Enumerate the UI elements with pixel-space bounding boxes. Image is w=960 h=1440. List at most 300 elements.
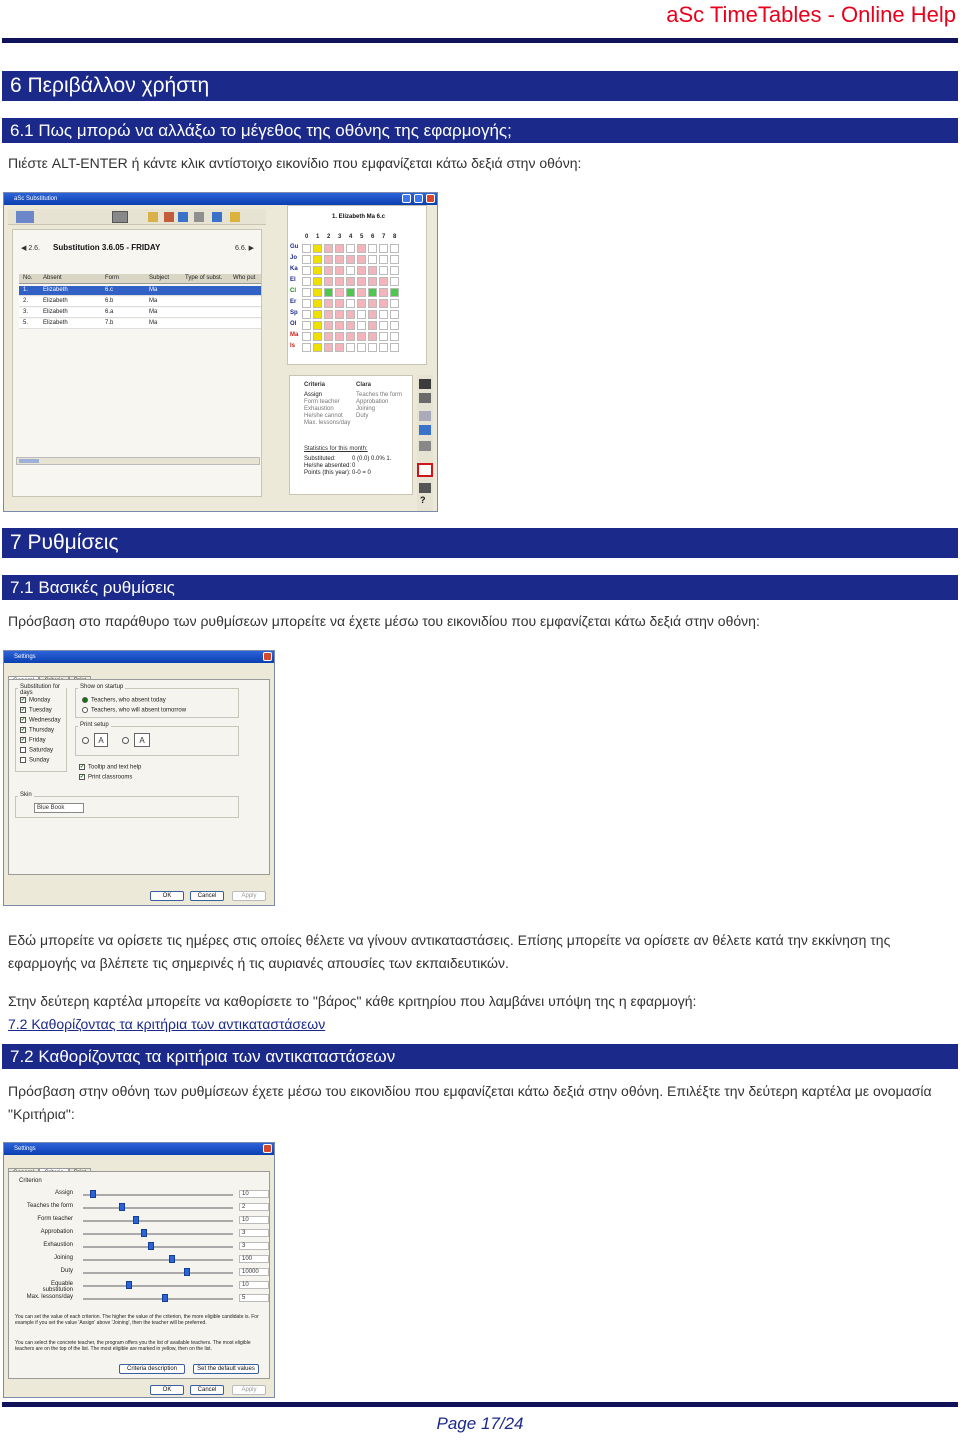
timetable-cell[interactable] (379, 244, 388, 253)
window-title: aSc Substitution (14, 196, 58, 202)
settings-titlebar (4, 1143, 274, 1155)
day-checkbox[interactable]: ✔ (21, 727, 26, 733)
criteria-note-1: You can set the value of each criterion. The higher the value of the criterion, the more eligible candidate is. For example if you set the value 'Assign' above 'Joining', then the teacher will be preferred. (15, 1314, 259, 1326)
timetable-cell[interactable] (302, 266, 311, 275)
timetable-cell[interactable] (335, 277, 344, 286)
ok-button[interactable]: OK (150, 1385, 184, 1395)
criterion-slider-track[interactable] (83, 1285, 233, 1287)
close-icon[interactable] (263, 652, 272, 661)
timetable-cell[interactable] (368, 343, 377, 352)
timetable-cell[interactable] (335, 332, 344, 341)
timetable-cell[interactable] (324, 277, 333, 286)
apply-button[interactable]: Apply (232, 891, 266, 901)
startup-radio[interactable] (82, 707, 88, 713)
timetable-cell[interactable] (335, 255, 344, 264)
day-checkbox[interactable]: ✔ (21, 737, 26, 743)
day-label: Wednesday (29, 717, 61, 724)
section-6-1-heading: 6.1 Πως μπορώ να αλλάξω το μέγεθος της οθόνης της εφαρμογής; (2, 118, 958, 143)
timetable-cell[interactable] (346, 299, 355, 308)
criterion-slider-knob[interactable] (148, 1242, 154, 1250)
timetable-cell[interactable] (346, 266, 355, 275)
timetable-cell[interactable] (390, 255, 399, 264)
timetable-cell[interactable] (390, 343, 399, 352)
criteria-note-2: You can select the concrete teacher, the program offers you the list of available teachers. The most eligible teachers are on the top of the list. The most eligible are marked in yellow, then on the list. (15, 1340, 251, 1352)
column-header[interactable]: Who put (233, 275, 256, 281)
timetable-cell[interactable] (368, 244, 377, 253)
timetable-cell[interactable] (302, 288, 311, 297)
timetable-cell[interactable] (335, 299, 344, 308)
nav-prev-button[interactable]: ◀ 2.6. (21, 245, 41, 252)
set-defaults-button[interactable]: Set the default values (193, 1364, 259, 1374)
criterion-slider-track[interactable] (83, 1233, 233, 1235)
timetable-cell[interactable] (357, 321, 366, 330)
table-cell: Elizabeth (43, 309, 68, 315)
timetable-cell[interactable] (390, 321, 399, 330)
teacher-label: Ol (290, 321, 297, 327)
table-row[interactable] (19, 308, 261, 318)
timetable-cell[interactable] (390, 277, 399, 286)
tools-icon[interactable] (419, 441, 431, 451)
criterion-slider-knob[interactable] (141, 1229, 147, 1237)
criteria-description-button[interactable]: Criteria description (119, 1364, 185, 1374)
section-7-1-heading: 7.1 Βασικές ρυθμίσεις (2, 575, 958, 600)
days-group (15, 684, 67, 772)
stat-value: 0 (352, 463, 356, 469)
apply-button[interactable]: Apply (232, 1385, 266, 1395)
timetable-cell[interactable] (357, 343, 366, 352)
day-checkbox[interactable]: ✔ (21, 697, 26, 703)
table-cell: Ma (149, 287, 158, 293)
period-label: 8 (393, 234, 397, 240)
day-option[interactable] (20, 707, 52, 714)
prev-arrow-icon: ◀ (21, 245, 27, 252)
criterion-label: Equable substitution (42, 1281, 73, 1293)
teacher-timetable (287, 205, 427, 365)
criterion-slider-track[interactable] (83, 1259, 233, 1261)
timetable-cell[interactable] (357, 288, 366, 297)
teacher-label: El (290, 277, 296, 283)
timetable-cell[interactable] (368, 266, 377, 275)
timetable-cell[interactable] (324, 244, 333, 253)
day-label: Sunday (29, 757, 50, 764)
exit-icon[interactable] (419, 483, 431, 493)
table-cell: Ma (149, 298, 158, 304)
settings-general-panel (8, 679, 270, 875)
print-setup-group (75, 722, 239, 756)
period-label: 1 (316, 234, 320, 240)
criterion-label: Exhaustion (304, 406, 334, 412)
timetable-cell[interactable] (302, 321, 311, 330)
timetable-cell[interactable] (368, 277, 377, 286)
timetable-cell[interactable] (368, 332, 377, 341)
timetable-cell[interactable] (368, 310, 377, 319)
timetable-cell[interactable] (346, 288, 355, 297)
table-cell: Ma (149, 309, 158, 315)
day-option[interactable] (20, 697, 50, 704)
folder-icon[interactable] (164, 212, 174, 222)
fullscreen-icon[interactable] (417, 463, 433, 477)
criterion-label: Joining (53, 1255, 73, 1261)
landscape-icon: A (134, 733, 150, 747)
table-icon[interactable] (419, 411, 431, 421)
disk-icon[interactable] (419, 425, 431, 435)
period-label: 4 (349, 234, 353, 240)
criterion-label: Duty (60, 1268, 73, 1274)
criterion-slider-knob[interactable] (133, 1216, 139, 1224)
timetable-grid (302, 244, 422, 354)
column-header[interactable]: Subject (149, 275, 170, 281)
toolbar (8, 209, 266, 225)
criterion-value[interactable]: 3 (239, 1229, 269, 1237)
column-header[interactable]: No. (23, 275, 33, 281)
help-icon[interactable] (230, 212, 240, 222)
period-label: 0 (305, 234, 309, 240)
criterion-slider-knob[interactable] (184, 1268, 190, 1276)
nav-next-button[interactable]: 6.6. ▶ (235, 245, 255, 252)
criterion-slider-knob[interactable] (90, 1190, 96, 1198)
section-7-heading: 7 Ρυθμίσεις (2, 528, 958, 558)
startup-option[interactable] (82, 707, 186, 714)
criterion-label: Exhaustion (43, 1242, 73, 1248)
stats-title: Statistics for this month: (304, 446, 368, 452)
close-icon[interactable] (263, 1144, 272, 1153)
timetable-cell[interactable] (324, 343, 333, 352)
column-header[interactable]: Form (105, 275, 119, 281)
criterion-slider-knob[interactable] (119, 1203, 125, 1211)
timetable-cell[interactable] (368, 288, 377, 297)
table-cell: 3. (23, 309, 29, 315)
timetable-cell[interactable] (313, 266, 322, 275)
table-cell: 5. (23, 320, 29, 326)
table-header (19, 274, 261, 284)
table-cell: 2. (23, 298, 29, 304)
timetable-cell[interactable] (346, 321, 355, 330)
timetable-cell[interactable] (346, 277, 355, 286)
timetable-cell[interactable] (357, 332, 366, 341)
timetable-title: 1. Elizabeth Ma 6.c (332, 214, 386, 220)
timetable-cell[interactable] (335, 266, 344, 275)
cancel-button[interactable]: Cancel (190, 1385, 224, 1395)
settings-title: Settings (14, 654, 36, 660)
section-7-1-para2: Στην δεύτερη καρτέλα μπορείτε να καθορίσετε το "βάρος" κάθε κριτηρίου που λαμβάνει υπόψη της η εφαρμογή: (8, 993, 697, 1009)
person-icon[interactable] (148, 212, 158, 222)
teacher-label: Sp (290, 310, 298, 316)
day-label: Saturday (29, 747, 54, 754)
startup-label: Teachers, who will absent tomorrow (91, 707, 187, 714)
criterion-slider-track[interactable] (83, 1246, 233, 1248)
extra-checkbox[interactable]: ✔ (80, 774, 85, 780)
landscape-radio[interactable] (122, 737, 129, 744)
brand-title: aSc TimeTables - Online Help (666, 2, 956, 27)
period-label: 7 (382, 234, 386, 240)
next-arrow-icon: ▶ (248, 245, 255, 252)
timetable-cell[interactable] (379, 277, 388, 286)
timetable-cell[interactable] (324, 288, 333, 297)
timetable-cell[interactable] (346, 255, 355, 264)
criterion-slider-track[interactable] (83, 1194, 233, 1196)
upload-icon[interactable] (194, 212, 204, 222)
period-label: 3 (338, 234, 342, 240)
stat-label: Points (this year): (304, 470, 351, 476)
table-cell: 1. (23, 287, 29, 293)
timetable-cell[interactable] (390, 299, 399, 308)
table-row[interactable] (19, 297, 261, 307)
stat-label: Substituted: (304, 456, 336, 462)
header-rule (2, 38, 958, 43)
timetable-cell[interactable] (313, 310, 322, 319)
criterion-label: Teaches the form (26, 1203, 73, 1209)
startup-group (75, 684, 239, 718)
timetable-cell[interactable] (313, 277, 322, 286)
extra-label: Tooltip and text help (88, 764, 142, 771)
criterion-slider-knob[interactable] (126, 1281, 132, 1289)
timetable-cell[interactable] (324, 310, 333, 319)
timetable-cell[interactable] (313, 321, 322, 330)
timetable-cell[interactable] (313, 255, 322, 264)
timetable-cell[interactable] (379, 288, 388, 297)
days-group-label: Substitution for days (18, 684, 66, 696)
day-checkbox[interactable] (20, 757, 26, 763)
timetable-cell[interactable] (390, 266, 399, 275)
skin-group (15, 792, 239, 818)
printer-icon[interactable] (112, 211, 128, 223)
criterion-label: He/she cannot (304, 413, 343, 419)
criterion-label: Approbation (40, 1229, 73, 1235)
timetable-cell[interactable] (302, 310, 311, 319)
minimize-icon[interactable] (402, 194, 411, 203)
timetable-cell[interactable] (357, 299, 366, 308)
timetable-cell[interactable] (357, 244, 366, 253)
people-icon[interactable] (419, 379, 431, 389)
timetable-cell[interactable] (368, 321, 377, 330)
timetable-cell[interactable] (324, 255, 333, 264)
font-size-icon[interactable] (419, 393, 431, 403)
timetable-cell[interactable] (313, 244, 322, 253)
day-option[interactable] (20, 727, 54, 734)
extra-option[interactable] (79, 774, 132, 781)
timetable-cell[interactable] (324, 266, 333, 275)
stat-label: He/she absented: (304, 463, 352, 469)
timetable-cell[interactable] (346, 343, 355, 352)
criterion-value[interactable]: 10 (239, 1190, 269, 1198)
section-7-1-text: Πρόσβαση στο παράθυρο των ρυθμίσεων μπορείτε να έχετε μέσω του εικονιδίου που εμφανίζεται κάτω δεξιά στην οθόνη: (8, 613, 760, 629)
day-label: Friday (29, 737, 46, 744)
column-header[interactable]: Absent (43, 275, 62, 281)
teacher-label: Ka (290, 266, 298, 272)
teacher-label: Ma (290, 332, 299, 338)
teacher-label: Er (290, 299, 297, 305)
day-checkbox[interactable]: ✔ (21, 717, 26, 723)
timetable-cell[interactable] (313, 332, 322, 341)
criterion-label: Assign (304, 392, 323, 398)
criterion-value[interactable]: 10 (239, 1281, 269, 1289)
criterion-slider-knob[interactable] (162, 1294, 168, 1302)
timetable-cell[interactable] (379, 343, 388, 352)
table-cell: 7.b (105, 320, 114, 326)
day-option[interactable] (20, 737, 46, 744)
timetable-cell[interactable] (390, 244, 399, 253)
ok-button[interactable]: OK (150, 891, 184, 901)
portrait-icon: A (94, 733, 108, 747)
timetable-cell[interactable] (324, 299, 333, 308)
day-option[interactable] (20, 717, 61, 724)
timetable-cell[interactable] (302, 299, 311, 308)
timetable-cell[interactable] (390, 288, 399, 297)
settings-titlebar (4, 651, 274, 663)
teacher-label: Cl (290, 288, 296, 294)
table-cell: 6.b (105, 298, 114, 304)
timetable-cell[interactable] (357, 310, 366, 319)
criterion-value[interactable]: 2 (239, 1203, 269, 1211)
print-setup-label: Print setup (80, 722, 109, 728)
period-header (302, 234, 422, 242)
timetable-cell[interactable] (335, 343, 344, 352)
day-label: Tuesday (29, 707, 52, 714)
timetable-cell[interactable] (379, 310, 388, 319)
timetable-cell[interactable] (313, 288, 322, 297)
criterion-label: Form teacher (37, 1216, 73, 1222)
criteria-link[interactable]: 7.2 Καθορίζοντας τα κριτήρια των αντικαταστάσεων (8, 1016, 326, 1032)
timetable-cell[interactable] (379, 321, 388, 330)
timetable-cell[interactable] (313, 299, 322, 308)
criterion-label: Assign (54, 1190, 73, 1196)
criterion-value[interactable]: 10 (239, 1216, 269, 1224)
timetable-cell[interactable] (357, 277, 366, 286)
teacher-label: Is (290, 343, 296, 349)
timetable-cell[interactable] (324, 321, 333, 330)
grid-icon[interactable] (16, 211, 34, 223)
startup-label: Teachers, who absent today (91, 697, 166, 704)
timetable-cell[interactable] (302, 255, 311, 264)
criterion-slider-track[interactable] (83, 1220, 233, 1222)
extra-checkbox[interactable]: ✔ (80, 764, 85, 770)
timetable-cell[interactable] (302, 343, 311, 352)
timetable-cell[interactable] (302, 277, 311, 286)
horizontal-scrollbar[interactable] (16, 457, 260, 465)
day-option[interactable] (20, 747, 53, 754)
period-label: 5 (360, 234, 364, 240)
period-label: 2 (327, 234, 331, 240)
skin-select[interactable]: Blue Book (34, 803, 84, 813)
question-icon[interactable]: ? (420, 495, 426, 505)
day-checkbox[interactable]: ✔ (21, 707, 26, 713)
settings-criteria-panel (8, 1171, 270, 1379)
maximize-icon[interactable] (414, 194, 423, 203)
criteria-header: Criteria (304, 382, 326, 388)
criterion-value[interactable]: 10000 (239, 1268, 269, 1276)
period-label: 6 (371, 234, 375, 240)
day-checkbox[interactable] (20, 747, 26, 753)
substitution-screenshot (3, 192, 438, 512)
column-header[interactable]: Type of subst. (185, 275, 223, 281)
criterion-value[interactable]: 5 (239, 1294, 269, 1302)
settings-general-screenshot (3, 650, 275, 906)
timetable-cell[interactable] (379, 299, 388, 308)
timetable-cell[interactable] (357, 255, 366, 264)
criterion-header: Criterion (19, 1178, 42, 1184)
criterion-value[interactable]: 3 (239, 1242, 269, 1250)
timetable-cell[interactable] (313, 343, 322, 352)
teacher-header: Clara (356, 382, 372, 388)
table-cell: 6.a (105, 309, 114, 315)
table-row[interactable] (19, 319, 261, 329)
timetable-cell[interactable] (302, 332, 311, 341)
table-cell: Elizabeth (43, 320, 68, 326)
day-option[interactable] (20, 757, 49, 764)
startup-group-label: Show on startup (80, 684, 124, 690)
stat-value: 0 (0.0) 0.0% 1. (352, 456, 392, 462)
footer-rule (2, 1402, 958, 1407)
timetable-cell[interactable] (379, 255, 388, 264)
timetable-cell[interactable] (302, 244, 311, 253)
teacher-label: Gu (290, 244, 299, 250)
timetable-cell[interactable] (335, 288, 344, 297)
arrow-up-icon[interactable] (212, 212, 222, 222)
extra-option[interactable] (79, 764, 141, 771)
criterion-label: Max. lessons/day (26, 1294, 73, 1300)
substitution-date: Substitution 3.6.05 - FRIDAY (53, 243, 161, 252)
criterion-slider-track[interactable] (83, 1272, 233, 1274)
section-7-2-heading: 7.2 Καθορίζοντας τα κριτήρια των αντικαταστάσεων (2, 1044, 958, 1069)
criterion-value: Teaches the form (356, 392, 403, 398)
timetable-cell[interactable] (335, 244, 344, 253)
timetable-cell[interactable] (357, 266, 366, 275)
timetable-cell[interactable] (390, 332, 399, 341)
table-cell: 6.c (105, 287, 114, 293)
timetable-cell[interactable] (335, 321, 344, 330)
timetable-cell[interactable] (379, 266, 388, 275)
scrollbar-thumb[interactable] (19, 459, 39, 463)
criterion-value: Approbation (356, 399, 389, 405)
timetable-cell[interactable] (335, 310, 344, 319)
side-toolbar (417, 375, 433, 511)
criterion-slider-track[interactable] (83, 1298, 233, 1300)
timetable-cell[interactable] (324, 332, 333, 341)
criterion-slider-knob[interactable] (169, 1255, 175, 1263)
startup-option[interactable] (82, 697, 166, 704)
timetable-cell[interactable] (346, 310, 355, 319)
criteria-panel (289, 375, 413, 495)
timetable-cell[interactable] (390, 310, 399, 319)
criterion-slider-track[interactable] (83, 1207, 233, 1209)
close-icon[interactable] (426, 194, 435, 203)
portrait-radio[interactable] (82, 737, 89, 744)
section-7-1-para1: Εδώ μπορείτε να ορίσετε τις ημέρες στις οποίες θέλετε να γίνουν αντικαταστάσεις. Επίσης μπορείτε να ορίσετε αν θέλετε κατά την εκκίνηση της εφαρμογής να βλέπετε τις σημερινές ή τις αυριανές απουσίες των εκπαιδευτικών. (8, 932, 891, 971)
window-titlebar (4, 193, 437, 205)
stat-value: 0-0 = 0 (352, 470, 371, 476)
save-icon[interactable] (178, 212, 188, 222)
settings-criteria-screenshot (3, 1142, 275, 1398)
criterion-value[interactable]: 100 (239, 1255, 269, 1263)
timetable-cell[interactable] (368, 255, 377, 264)
timetable-cell[interactable] (346, 244, 355, 253)
table-cell: Elizabeth (43, 287, 68, 293)
table-cell: Elizabeth (43, 298, 68, 304)
table-row[interactable] (19, 286, 261, 296)
startup-radio[interactable] (82, 697, 88, 703)
section-6-heading: 6 Περιβάλλον χρήστη (2, 71, 958, 101)
section-6-1-text: Πιέστε ALT-ENTER ή κάντε κλικ αντίστοιχο εικονίδιο που εμφανίζεται κάτω δεξιά στην οθόνη: (8, 155, 582, 171)
timetable-cell[interactable] (346, 332, 355, 341)
timetable-cell[interactable] (368, 299, 377, 308)
settings-title: Settings (14, 1146, 36, 1152)
timetable-cell[interactable] (379, 332, 388, 341)
skin-label: Skin (20, 792, 32, 798)
cancel-button[interactable]: Cancel (190, 891, 224, 901)
criterion-value: Duty (356, 413, 369, 419)
teacher-label: Jo (290, 255, 298, 261)
criterion-value: Joining (356, 406, 376, 412)
